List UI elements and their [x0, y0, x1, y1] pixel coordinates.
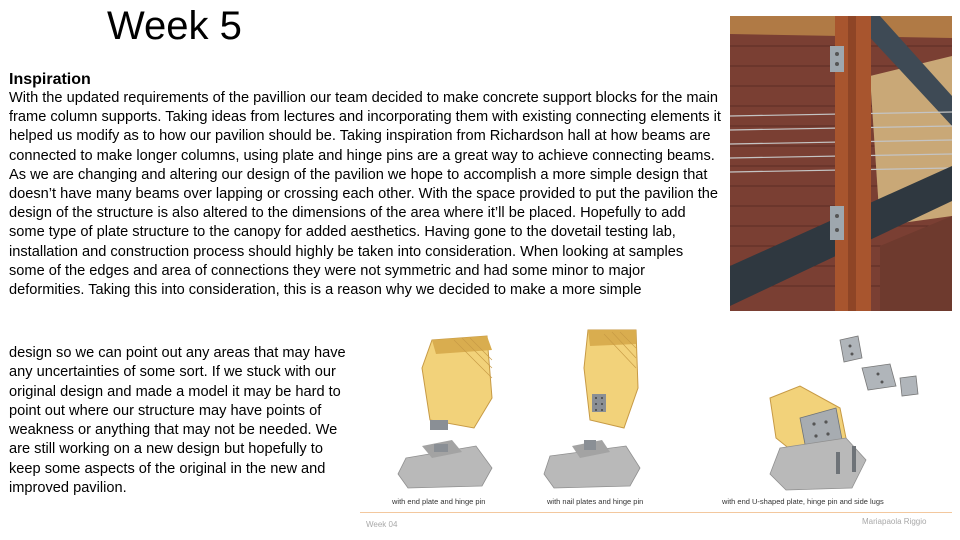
caption-end-plate: with end plate and hinge pin: [392, 497, 486, 506]
caption-u-shaped-plate: with end U-shaped plate, hinge pin and side lugs: [722, 497, 884, 506]
footer-author: Mariapaola Riggio: [862, 517, 927, 526]
diagram-nail-plates: [540, 328, 660, 510]
inspiration-section: [9, 70, 721, 300]
diagram-u-shaped-plate: [740, 328, 930, 510]
section-heading: Inspiration: [9, 71, 91, 88]
continued-paragraph: design so we can point out any areas that may have any uncertainties of some sort. If we stuck with our original design and made a model it may be hard to point out where our structure may have points of weakness or anything that may not be needed. We are still working on a new design but hopefully to keep some aspects of the original in the new and improved pavilion.: [9, 345, 346, 497]
slide-title: Week 5: [107, 4, 242, 48]
main-paragraph: With the updated requirements of the pavillion our team decided to make concrete support blocks for the main frame column supports. Taking ideas from lectures and incorporating them with existing connecting elements it helped us modify as to how our pavilion should be. Taking inspiration from Richardson hall at how beams are connected to make longer columns, using plate and hinge pins are a great way to achieve connecting beams. As we are changing and altering our design of the pavilion we hope to accomplish a more simple design that doesn’t have many beams over lapping or crossing each other. With the space provided to put the pavilion the design of the structure is also altered to the dimensions of the area where it’ll be placed. Hopefully to add some type of plate structure to the canopy for added aesthetics. Having gone to the dovetail testing lab, installation and construction process should highly be taken into consideration. When looking at samples some of the edges and area of connections they were not symmetric and had some minor to major deformities. Taking this into consideration, this is a reason why we decided to make a more simple: [9, 90, 721, 299]
footer-week-label: Week 04: [366, 520, 398, 529]
richardson-hall-photo: [730, 16, 952, 311]
footer-rule: [360, 512, 952, 513]
diagram-end-plate: [392, 328, 512, 510]
caption-nail-plates: with nail plates and hinge pin: [547, 497, 644, 506]
